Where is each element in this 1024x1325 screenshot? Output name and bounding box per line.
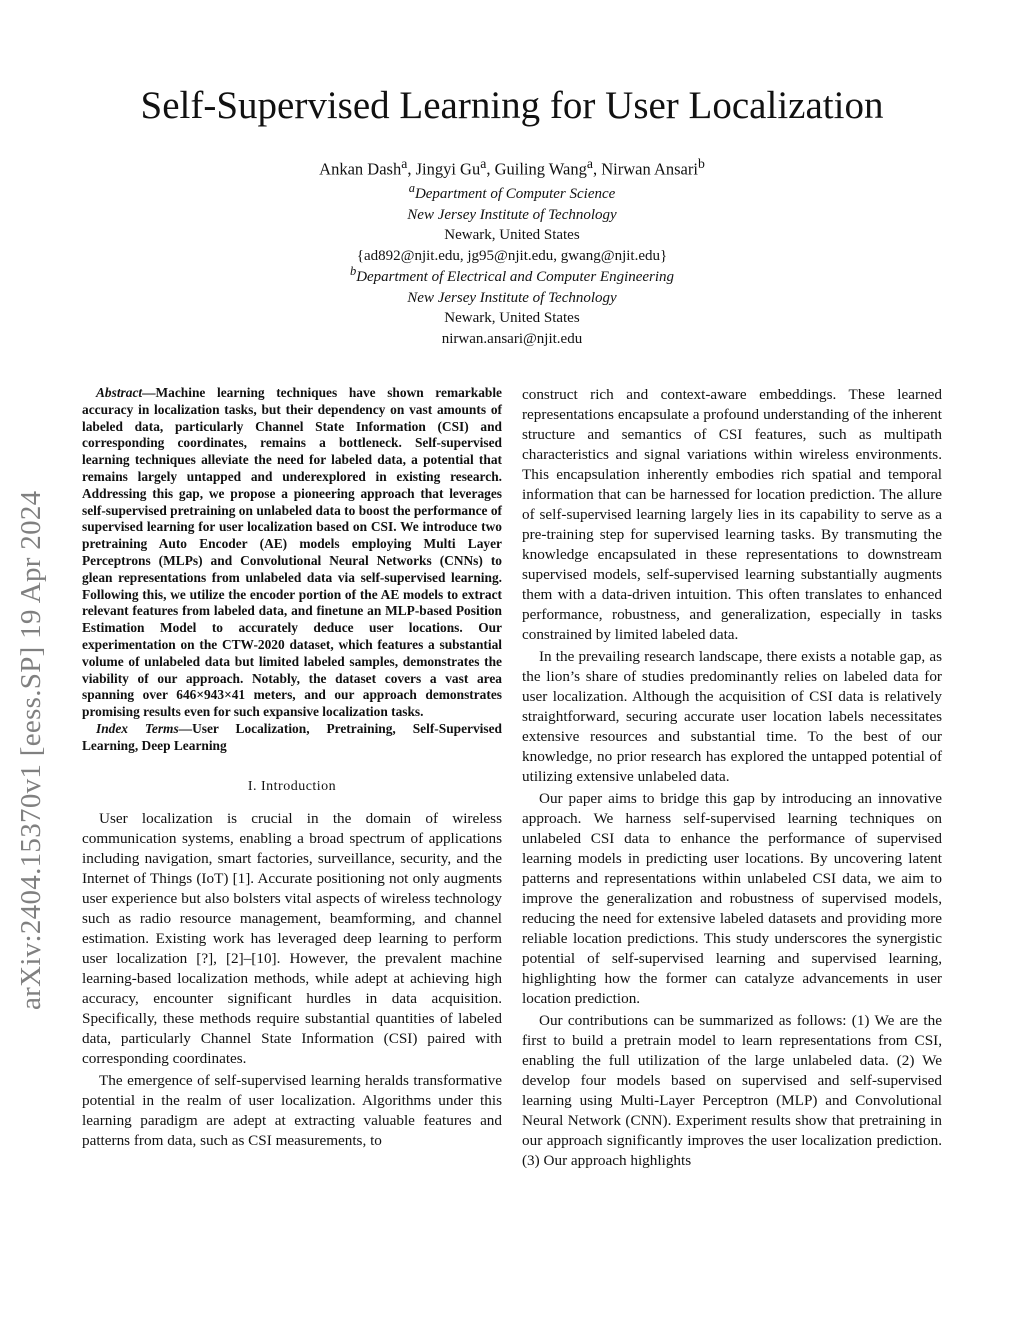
arxiv-identifier: arXiv:2404.15370v1 [eess.SP] 19 Apr 2024 xyxy=(15,490,47,1010)
section-heading-introduction: I. Introduction xyxy=(247,778,337,794)
affiliation-location: Newark, United States xyxy=(444,310,580,326)
author-name: Ankan Dash xyxy=(319,159,402,179)
paragraph: Our paper aims to bridge this gap by introducing an innovative approach. We harness self-supervised learning techniques on unlabeled CSI data to enhance the performance of supervised learning models in predicting user locations. By uncovering latent patterns and representations within unlabeled CSI data, we aim to improve the generalization and robustness of supervised models, reducing the need for extensive labeled datasets and providing more reliable location predictions. This study underscores the synergistic potential of self-supervised learning and supervised learning, highlighting how the former can catalyze advancements in user location prediction. xyxy=(522,790,942,1007)
left-column xyxy=(82,385,502,1151)
affiliation-a xyxy=(0,178,1024,266)
affiliation-marker: a xyxy=(408,181,415,195)
index-terms-label: Index Terms xyxy=(96,720,179,736)
author-affiliation-marker: a xyxy=(480,156,487,171)
abstract-label: Abstract xyxy=(96,385,143,400)
author-affiliation-marker: b xyxy=(697,156,705,171)
department-name: Department of Electrical and Computer Engineering xyxy=(356,269,675,285)
affiliation-emails: nirwan.ansari@njit.edu xyxy=(441,330,583,347)
paragraph: construct rich and context-aware embeddings. These learned representations encapsulate a profound understanding of the inherent structure and semantics of CSI features, such as multipath characteristics and signal variations within wireless environments. This encapsulation inherently embodies rich spatial and temporal information that can be harnessed for location prediction. The allure of self-supervised learning largely lies in its capability to serve as a pre-training step for supervised learning tasks. By transmuting the knowledge encapsulated in these representations to downstream supervised models, self-supervised learning substantially augments them with a data-driven intuition. This often translates to enhanced performance, robustness, and generalization, especially in tasks constrained by limited labeled data. xyxy=(522,386,942,643)
author-affiliation-marker: a xyxy=(586,156,593,171)
paper-title: Self-Supervised Learning for User Localization xyxy=(140,84,884,127)
affiliation-marker: b xyxy=(349,264,357,278)
affiliation-location: Newark, United States xyxy=(444,227,580,243)
paragraph: The emergence of self-supervised learning heralds transformative potential in the realm of user localization. Algorithms under this learning paradigm are adept at extracting valuable features and patterns from data, such as CSI measurements, to xyxy=(82,1071,502,1149)
author-affiliation-marker: a xyxy=(401,156,408,171)
affiliation-b xyxy=(0,261,1024,349)
affiliation-institution: New Jersey Institute of Technology xyxy=(407,289,617,306)
paragraph: In the prevailing research landscape, there exists a notable gap, as the lion’s share of studies predominantly relies on labeled data for user localization. Although the acquisition of CSI data is relatively straightforward, securing accurate user location labels necessitates extensive resources and substantial time. To the best of our knowledge, no prior research has explored the untapped potential of utilizing extensive unlabeled data. xyxy=(522,648,942,785)
author-name: Jingyi Gu xyxy=(415,159,481,179)
department-name: Department of Computer Science xyxy=(414,186,616,202)
abstract xyxy=(82,385,502,721)
author-list: Ankan Dash$^a$, Jingyi Gu$^a$, Guiling Wang$^a$, Nirwan Ansari$^b$ xyxy=(319,156,705,179)
index-terms-text: —User Localization, Pretraining, Self-Supervised Learning, Deep Learning xyxy=(82,720,502,753)
right-column xyxy=(522,385,942,1171)
affiliation-department xyxy=(0,261,1024,288)
affiliation-department xyxy=(0,178,1024,205)
author-name: Guiling Wang xyxy=(494,159,587,179)
paragraph: User localization is crucial in the domain of wireless communication systems, enabling a broad spectrum of applications including navigation, smart factories, surveillance, security, and the Internet of Things (IoT) [1]. Accurate positioning not only augments user experience but also bolsters vital aspects of wireless technology such as radio resource management, beamforming, and channel estimation. Existing work has leveraged deep learning to perform user localization [?], [2]–[10]. However, the prevalent machine learning-based localization methods, while adept at achieving high accuracy, encounter significant hurdles in data acquisition. Specifically, these methods require substantial quantities of labeled data, particularly Channel State Information (CSI) paired with corresponding coordinates. xyxy=(82,809,502,1067)
author-name: Nirwan Ansari xyxy=(601,159,698,179)
paragraph: Our contributions can be summarized as follows: (1) We are the first to build a pretrain model to learn representations from CSI, enabling the full utilization of the large unlabeled data. (2) We develop four models based on supervised and self-supervised learning using Multi-Layer Perceptron (MLP) and Convolutional Neural Network (CNN). Experiment results show that pretraining in our approach significantly improves the user localization prediction. (3) Our approach highlights xyxy=(522,1012,942,1169)
index-terms xyxy=(82,721,502,755)
affiliation-institution: New Jersey Institute of Technology xyxy=(407,206,617,223)
abstract-text: —Machine learning techniques have shown remarkable accuracy in localization tasks, but their dependency on vast amounts of labeled data, particularly Channel State Information (CSI) and corresponding coordinates, remains a bottleneck. Self-supervised learning techniques alleviate the need for labeled data, a potential that remains largely untapped and underexplored in existing research. Addressing this gap, we propose a pioneering approach that leverages self-supervised pretraining on unlabeled data to boost the performance of supervised learning for user localization based on CSI. We introduce two pretraining Auto Encoder (AE) models employing Multi Layer Perceptrons (MLPs) and Convolutional Neural Networks (CNNs) to glean representations from unlabeled data via self-supervised learning. Following this, we utilize the encoder portion of the AE models to extract relevant features from labeled data, and finetune an MLP-based Position Estimation Model to accurately deduce user locations. Our experimentation on the CTW-2020 dataset, which features a substantial volume of unlabeled data but limited labeled samples, demonstrates the viability of our approach. Notably, the dataset covers a vast area spanning over 646×943×41 meters, and our approach demonstrates promising results even for such expansive localization tasks. xyxy=(82,385,502,720)
affiliation-emails: {ad892@njit.edu, jg95@njit.edu, gwang@njit.edu} xyxy=(356,247,668,264)
